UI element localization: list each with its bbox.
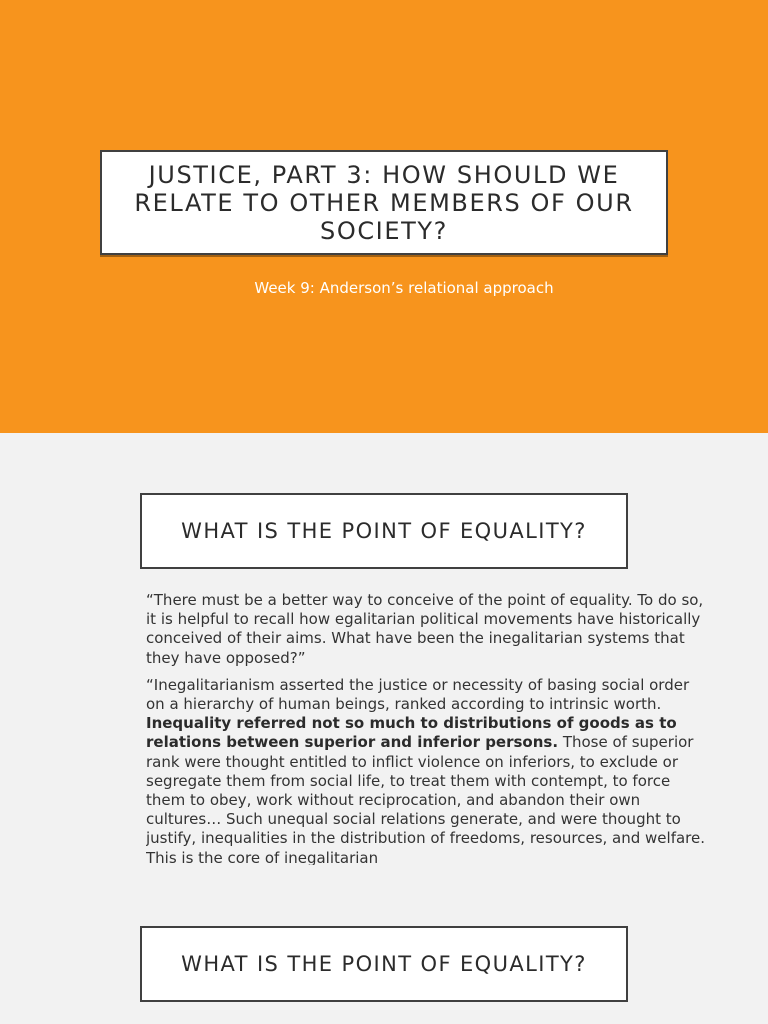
quote-paragraph-2-end: Those of superior rank were thought entitled to inflict violence on inferiors, to exclude or segregate them from social life, to treat them with contempt, to force them to obey, work without reciprocation, and abandon their own cultures… Such unequal social relations generate, and were thought to justify, inequalities in the distribution of freedoms, resources, and welfare. This is the core of inegalitarian bbox=[146, 733, 706, 865]
quote-paragraph-1: “There must be a better way to conceive of the point of equality. To do so, it is helpful to recall how egalitarian political movements have historically conceived of their aims. What have been the inegalitarian systems that they have opposed?” bbox=[146, 591, 704, 667]
slide-title: JUSTICE, PART 3: HOW SHOULD WE RELATE TO OTHER MEMBERS OF OUR SOCIETY? bbox=[134, 160, 634, 245]
next-slide bbox=[0, 893, 768, 1024]
slide-heading: WHAT IS THE POINT OF EQUALITY? bbox=[181, 519, 587, 543]
quote-paragraph-2 bbox=[146, 676, 706, 865]
quote-body bbox=[146, 591, 706, 865]
slide-subtitle: Week 9: Anderson’s relational approach bbox=[254, 279, 554, 297]
title-box bbox=[100, 150, 668, 255]
quote-paragraph-2-bold: Inequality referred not so much to distributions of goods as to relations between superior and inferior persons. bbox=[146, 714, 677, 752]
quote-paragraph-2-start: “Inegalitarianism asserted the justice or necessity of basing social order on a hierarchy of human beings, ranked according to intrinsic worth. bbox=[146, 675, 690, 714]
title-slide bbox=[0, 0, 768, 433]
slide-heading: WHAT IS THE POINT OF EQUALITY? bbox=[181, 952, 587, 976]
heading-box bbox=[140, 493, 628, 569]
content-slide bbox=[0, 433, 768, 893]
heading-box bbox=[140, 926, 628, 1002]
